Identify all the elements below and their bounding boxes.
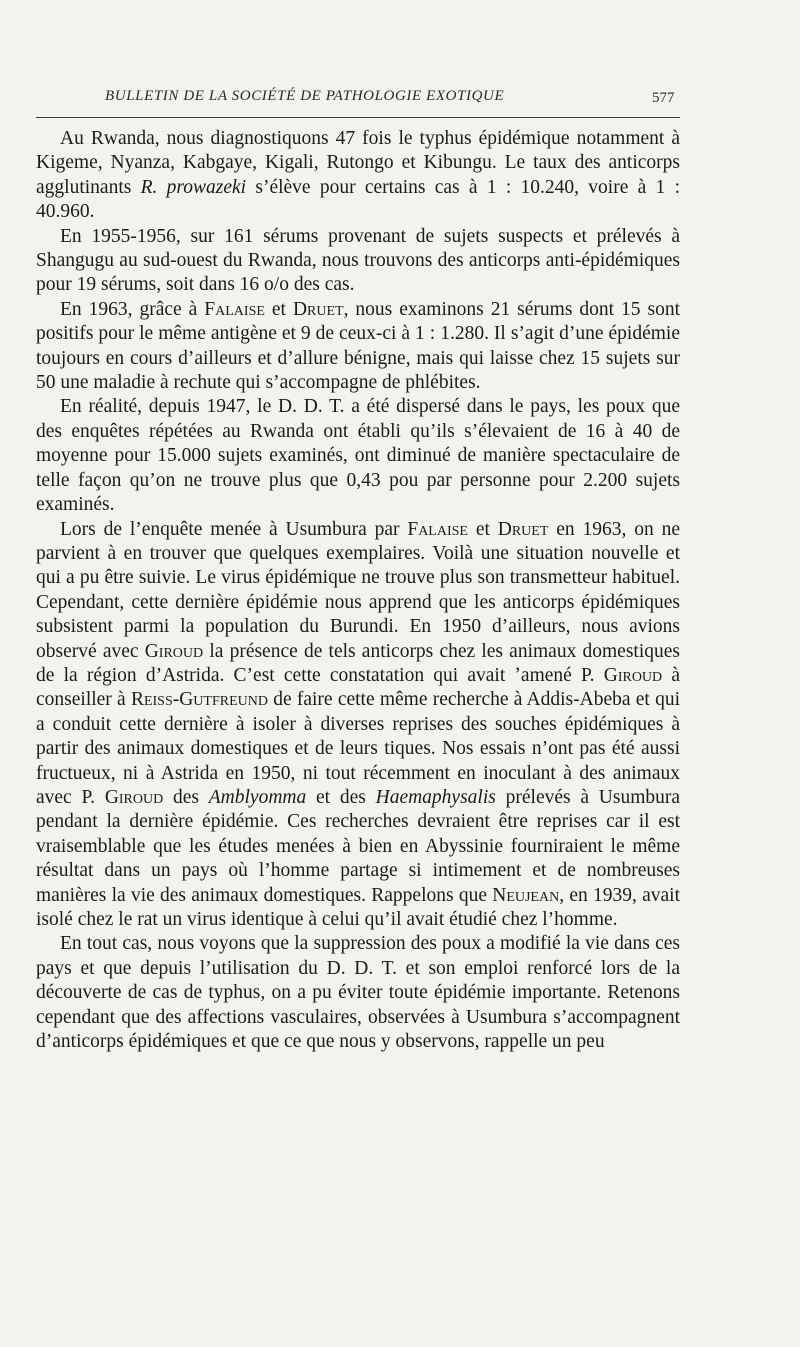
author-name: Falaise xyxy=(407,518,468,540)
author-name: Druet xyxy=(292,298,344,320)
paragraph-5: Lors de l’enquête menée à Usumbura par Falaise et Druet en 1963, on ne parvient à en trouver que quelques exemplaires. Voilà une situation nouvelle et qui a pu être suivie. Le virus épidémique ne trouve plus son transmetteur habituel. Cependant, cette dernière épidémie nous apprend que les anticorps épidémiques subsistent parmi la population du Burundi. En 1950 d’ailleurs, nous avions observé avec Giroud la présence de tels anticorps chez les animaux domestiques de la région d’Astrida. C’est cette constatation qui avait ʼamené P. Giroud à conseiller à Reiss-Gutfreund de faire cette même recherche à Addis-Abeba et qui a conduit cette dernière à isoler à diverses reprises des souches épidémiques à partir des animaux domestiques et de leurs tiques. Nos essais n’ont pas été aussi fructueux, ni à Astrida en 1950, ni tout récemment en inoculant à des animaux avec P. Giroud des Amblyomma et des Haemaphysalis prélevés à Usumbura pendant la dernière épidémie. Ces recherches devraient être reprises car il est vraisemblable que les études menées à bien en Abyssinie fourniraient le même résultat dans un pays où l’homme partage si intimement et de nombreuses manières la vie des animaux domestiques. Rappelons que Neujean, en 1939, avait isolé chez le rat un virus identique à celui qu’il avait étudié chez l’homme. xyxy=(36,518,681,930)
genus-name: Amblyomma xyxy=(208,786,307,808)
author-name: Reiss-Gutfreund xyxy=(130,689,268,711)
author-name: Giroud xyxy=(104,786,164,808)
running-title: BULLETIN DE LA SOCIÉTÉ DE PATHOLOGIE EXOTIQUE xyxy=(105,88,505,104)
author-name: Giroud xyxy=(603,664,663,686)
paragraph-6: En tout cas, nous voyons que la suppression des poux a modifié la vie dans ces pays et que depuis l’utilisation du D. D. T. et son emploi renforcé lors de la découverte de cas de typhus, on a pu éviter toute épidémie importante. Retenons cependant que des affections vasculaires, observées à Usumbura s’accompagnent d’anticorps épidémiques et que ce que nous y observons, rappelle un peu xyxy=(36,933,680,1053)
author-name: Druet xyxy=(497,518,549,540)
paragraph-3: En 1963, grâce à Falaise et Druet, nous examinons 21 sérums dont 15 sont positifs pour le même antigène et 9 de ceux-ci à 1 : 1.280. Il s’agit d’une épidémie toujours en cours d’ailleurs et d’allure bénigne, mais qui laisse chez 15 sujets sur 50 une maladie à rechute qui s’accompagne de phlébites. xyxy=(36,298,680,394)
page-number: 577 xyxy=(652,90,675,106)
author-name: Falaise xyxy=(204,298,265,320)
paragraph-2: En 1955-1956, sur 161 sérums provenant de sujets suspects et prélevés à Shangugu au sud-ouest du Rwanda, nous trouvons des anticorps anti-épidémiques pour 19 sérums, soit dans 16 o/o des cas. xyxy=(36,225,680,296)
author-name: Giroud xyxy=(144,640,204,662)
body-text xyxy=(36,127,680,1054)
header-rule xyxy=(36,117,680,118)
species-name: R. prowazeki xyxy=(140,176,247,198)
genus-name: Haemaphysalis xyxy=(375,786,496,808)
paragraph-1: Au Rwanda, nous diagnostiquons 47 fois le typhus épidémique notamment à Kigeme, Nyanza, Kabgaye, Kigali, Rutongo et Kibungu. Le taux des anticorps agglutinants R. prowazeki s’élève pour certains cas à 1 : 10.240, voire à 1 : 40.960. xyxy=(36,128,680,223)
author-name: Neujean xyxy=(492,884,560,906)
paragraph-4: En réalité, depuis 1947, le D. D. T. a été dispersé dans le pays, les poux que des enquêtes répétées au Rwanda ont établi qu’ils s’élevaient de 16 à 40 de moyenne pour 15.000 sujets examinés, ont diminué de manière spectaculaire de telle façon qu’on ne trouve plus que 0,43 pou par personne pour 2.200 sujets examinés. xyxy=(36,396,680,516)
